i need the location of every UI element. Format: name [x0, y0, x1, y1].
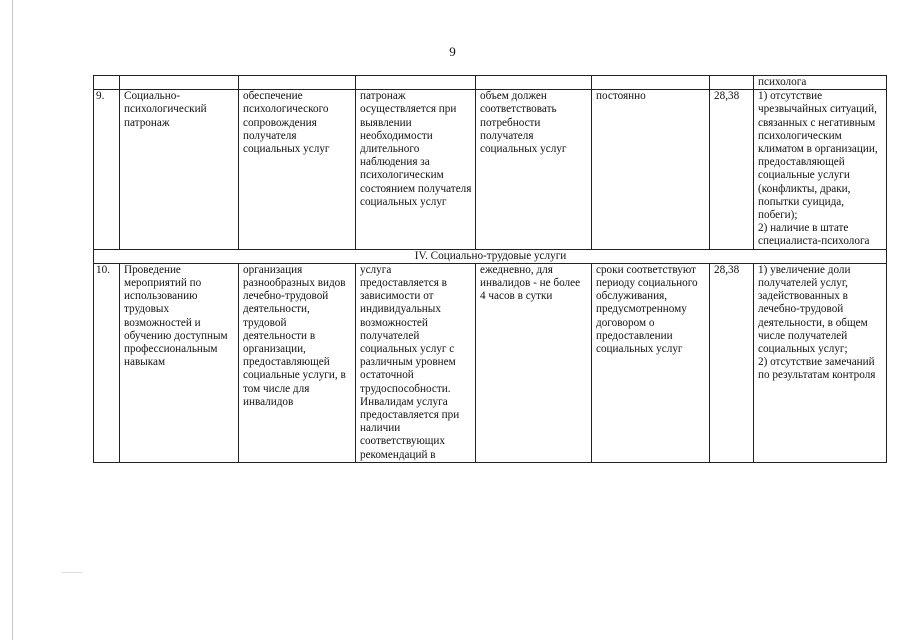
service-term: постоянно — [592, 90, 710, 249]
row-number: 10. — [94, 263, 120, 462]
service-tariff: 28,38 — [710, 90, 754, 249]
service-volume: объем должен соответствовать потребности получателя социальных услуг — [476, 90, 592, 249]
service-name: Социально-психологический патронаж — [120, 90, 239, 249]
service-name: Проведение мероприятий по использованию трудовых возможностей и обучению доступным профессиональным навыкам — [120, 263, 239, 462]
service-term: сроки соответствуют периоду социального обслуживания, предусмотренному договором о предоставлении социальных услуг — [592, 263, 710, 462]
table-row-9 — [94, 90, 887, 249]
page-number: 9 — [449, 44, 456, 59]
service-description: обеспечение психологического сопровождения получателя социальных услуг — [239, 90, 356, 249]
service-tariff: 28,38 — [710, 263, 754, 462]
table-cell — [476, 76, 592, 90]
table-row-continued — [94, 76, 887, 90]
table-cell — [592, 76, 710, 90]
table-cell — [239, 76, 356, 90]
table-cell: психолога — [754, 76, 887, 90]
service-indicators: 1) увеличение доли получателей услуг, задействованных в лечебно-трудовой деятельности, в общем числе получателей социальных услуг; 2) отсутствие замечаний по результатам контроля — [754, 263, 887, 462]
row-number: 9. — [94, 90, 120, 249]
services-table — [93, 75, 887, 463]
section-header-row — [94, 249, 887, 263]
scan-artifact — [62, 572, 82, 573]
service-volume: ежедневно, для инвалидов - не более 4 часов в сутки — [476, 263, 592, 462]
table-row-10 — [94, 263, 887, 462]
table-cell — [710, 76, 754, 90]
table-cell — [356, 76, 476, 90]
section-title: IV. Социально-трудовые услуги — [94, 249, 887, 263]
service-conditions: услуга предоставляется в зависимости от индивидуальных возможностей получателей социальных услуг с различным уровнем остаточной трудоспособности. Инвалидам услуга предоставляется при наличии соответствующих рекомендаций в — [356, 263, 476, 462]
table-cell — [94, 76, 120, 90]
service-description: организация разнообразных видов лечебно-трудовой деятельности, трудовой деятельности в организации, предоставляющей социальные услуги, в том числе для инвалидов — [239, 263, 356, 462]
service-indicators: 1) отсутствие чрезвычайных ситуаций, связанных с негативным психологическим климатом в организации, предоставляющей социальные услуги (конфликты, драки, попытки суицида, побеги); 2) наличие в штате специалиста-психолога — [754, 90, 887, 249]
table-cell — [120, 76, 239, 90]
service-conditions: патронаж осуществляется при выявлении необходимости длительного наблюдения за психологическим состоянием получателя социальных услуг — [356, 90, 476, 249]
page-edge-line — [12, 0, 13, 640]
